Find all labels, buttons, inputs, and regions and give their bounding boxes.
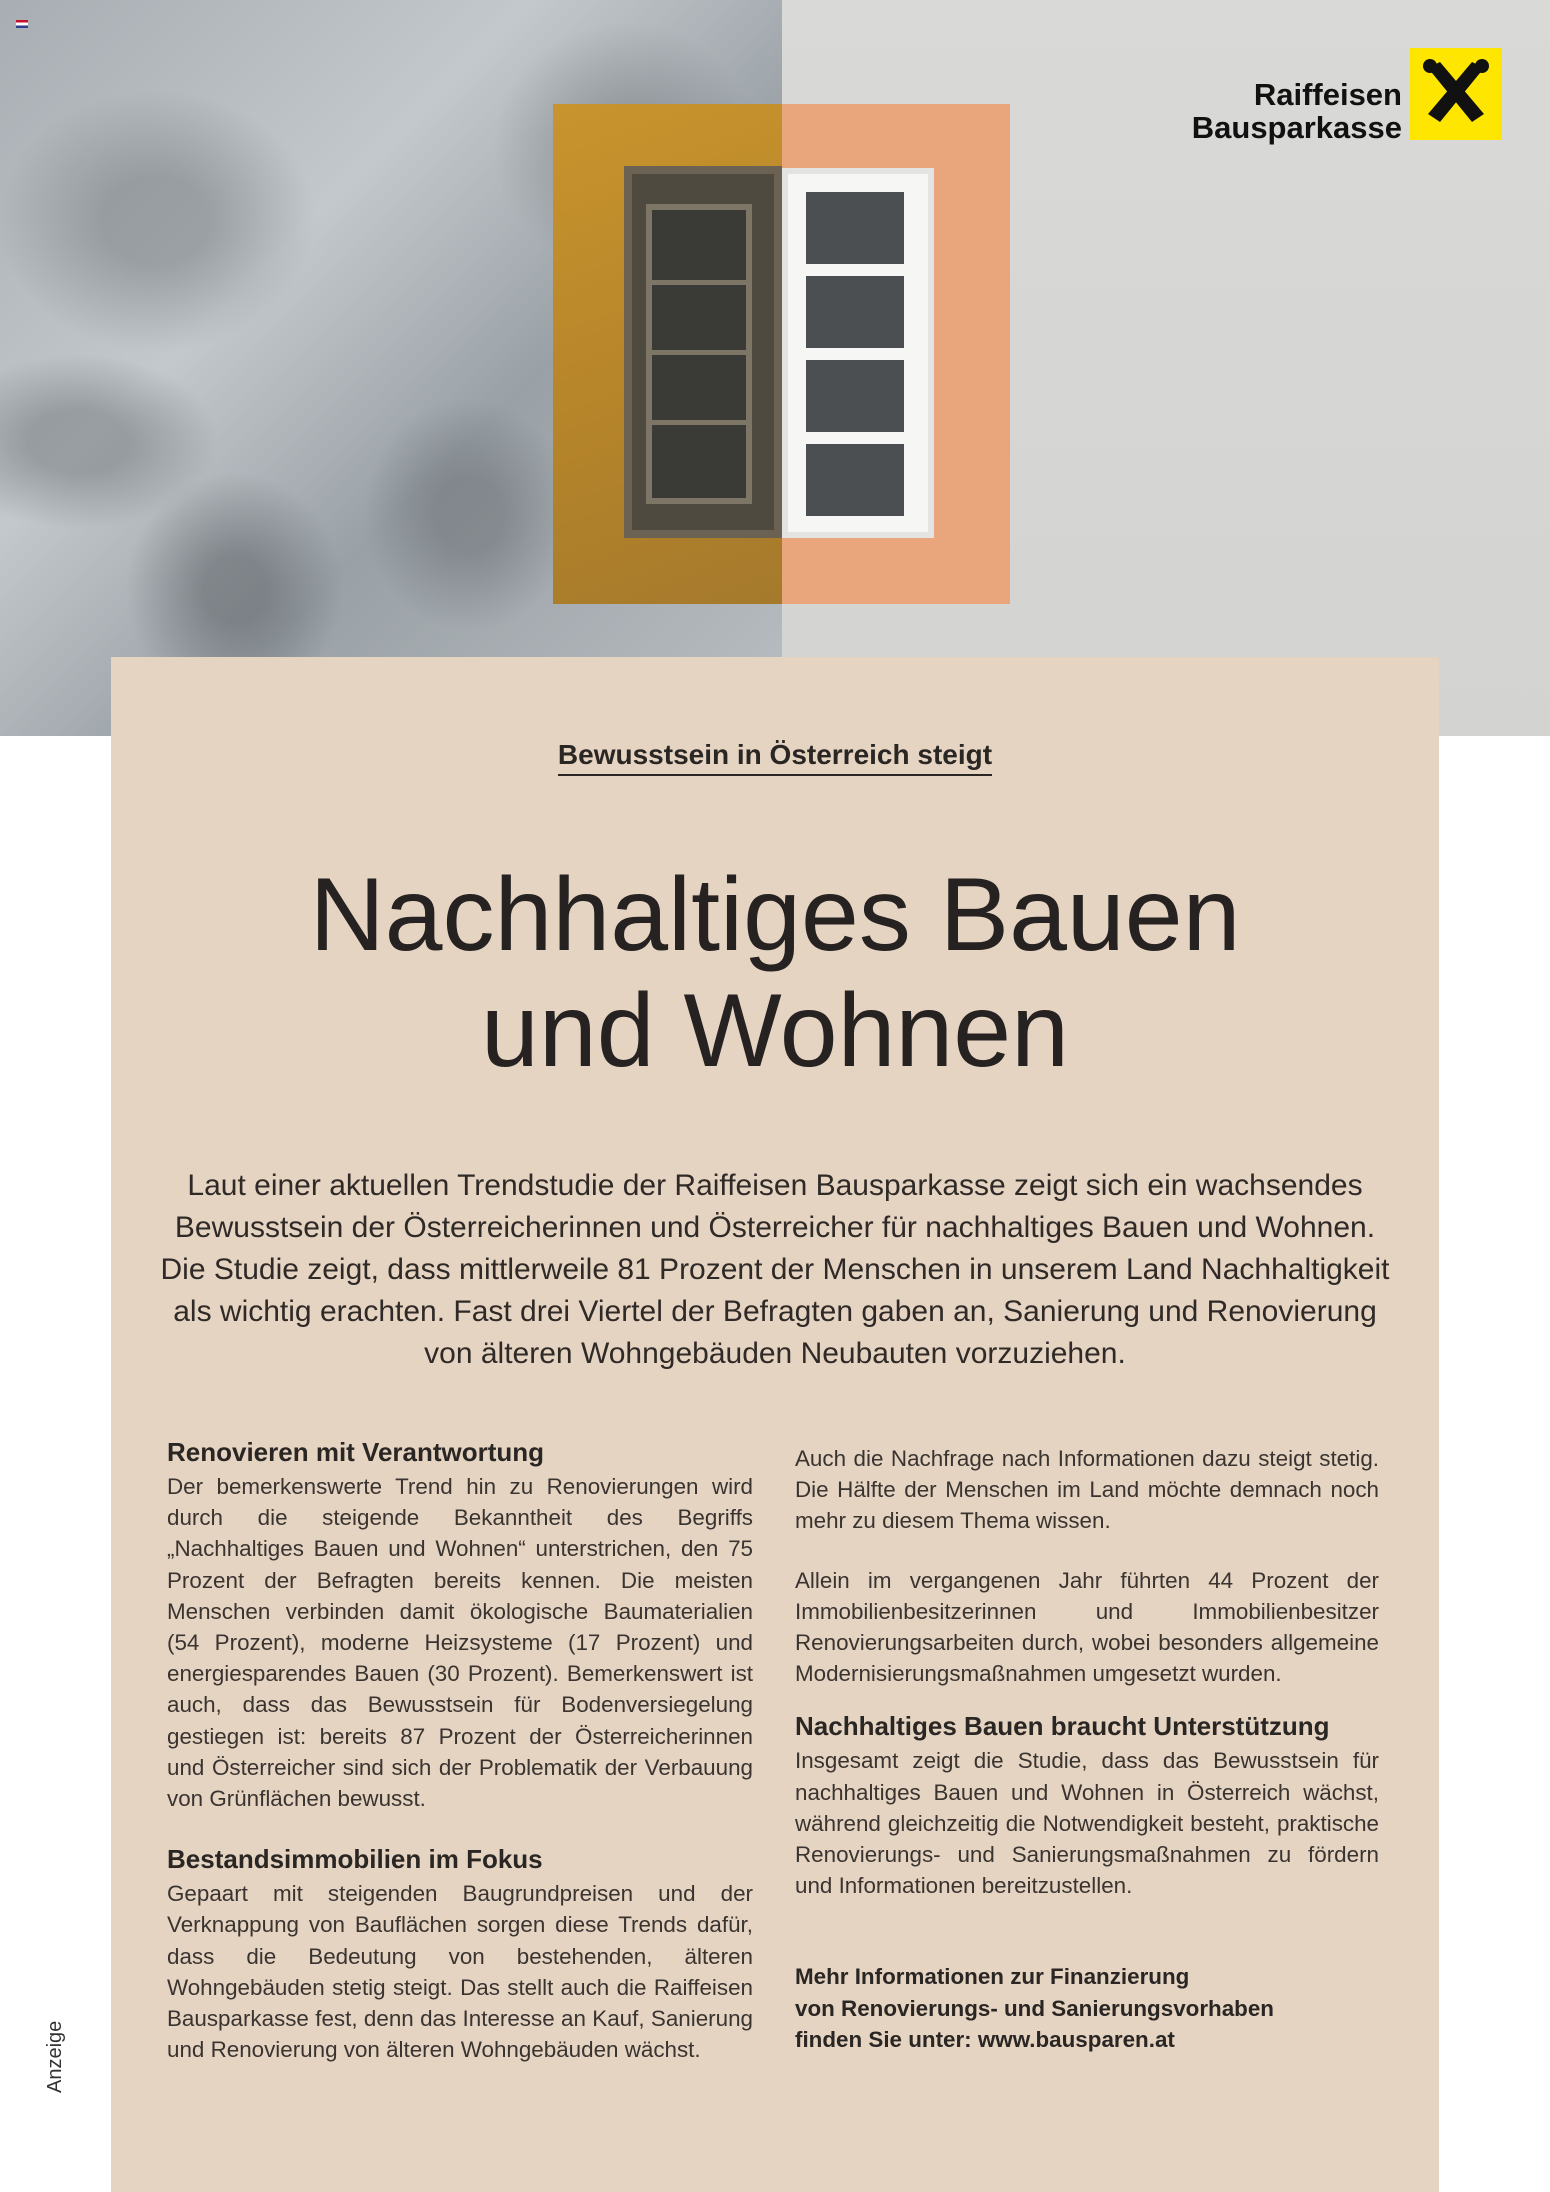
new-window [782, 168, 934, 538]
section-support-title: Nachhaltiges Bauen braucht Unterstützung [795, 1711, 1330, 1742]
headline-line1: Nachhaltiges Bauen [309, 857, 1241, 973]
cta-line1: Mehr Informationen zur Finanzierung [795, 1964, 1190, 1990]
cta-link[interactable]: finden Sie unter: www.bausparen.at [795, 2026, 1175, 2052]
cta-block [795, 1961, 1379, 2055]
section-bestand-text: Gepaart mit steigenden Baugrundpreisen und der Verknappung von Bauflächen sorgen diese Trends dafür, dass die Bedeutung von bestehenden, älteren Wohngebäuden stetig steigt. Das stellt auch die Raiffeisen Bausparkasse fest, denn das Interesse an Kauf, Sanierung und Renovierung von älteren Wohngebäuden wächst. [167, 1881, 753, 2063]
austria-flag-icon [16, 20, 28, 28]
kicker [111, 739, 1439, 771]
section-bestand-title: Bestandsimmobilien im Fokus [167, 1844, 543, 1875]
section-renovieren-text: Der bemerkenswerte Trend hin zu Renovierungen wird durch die steigende Bekanntheit des Begriffs „Nachhaltiges Bauen und Wohnen“ unterstrichen, den 75 Prozent der Befragten bereits kennen. Die meisten Menschen verbinden damit ökologische Baumaterialien (54 Prozent), moderne Heizsysteme (17 Prozent) und energiesparendes Bauen (30 Prozent). Bemerkenswert ist auch, dass das Bewusstsein für Bodenversiegelung gestiegen ist: bereits 87 Prozent der Österreicherinnen und Österreicher sind sich der Problematik der Verbauung von Grünflächen bewusst. [167, 1474, 753, 1812]
brand-name-line1: Raiffeisen [1253, 77, 1402, 112]
section-renovieren-title: Renovieren mit Verantwortung [167, 1437, 545, 1467]
brand-logo [1164, 48, 1502, 145]
article-panel [111, 657, 1439, 2192]
kicker-text: Bewusstsein in Österreich steigt [558, 739, 992, 776]
right-column [795, 1443, 1379, 2055]
right-paragraph-1: Auch die Nachfrage nach Informationen dazu steigt stetig. Die Hälfte der Menschen im Land möchte demnach noch mehr zu diesem Thema wissen. [795, 1446, 1379, 1534]
cta-line2: von Renovierungs- und Sanierungsvorhaben [795, 1995, 1274, 2021]
hero-image [0, 0, 1550, 736]
headline [111, 857, 1439, 1089]
gable-cross-icon [1410, 48, 1502, 140]
intro-paragraph: Laut einer aktuellen Trendstudie der Raiffeisen Bausparkasse zeigt sich ein wachsendes Bewusstsein der Österreicherinnen und Österreicher für nachhaltiges Bauen und Wohnen. Die Studie zeigt, dass mittlerweile 81 Prozent der Menschen in unserem Land Nachhaltigkeit als wichtig erachten. Fast drei Viertel der Befragten gaben an, Sanierung und Renovierung von älteren Wohngebäuden Neubauten vorzuziehen. [160, 1169, 1390, 1370]
right-paragraph-2: Allein im vergangenen Jahr führten 44 Prozent der Immobilienbesitzerinnen und Immobilienbesitzer Renovierungsarbeiten durch, wobei besonders allgemeine Modernisierungsmaßnahmen umgesetzt wurden. [795, 1567, 1379, 1687]
section-support-text: Insgesamt zeigt die Studie, dass das Bewusstsein für nachhaltiges Bauen und Wohnen in Österreich wächst, während gleichzeitig die Notwendigkeit besteht, praktische Renovierungs- und Sanierungsmaßnahmen zu fördern und Informationen bereitzustellen. [795, 1748, 1379, 1899]
brand-name [1192, 78, 1402, 144]
brand-name-line2: Bausparkasse [1191, 110, 1402, 145]
left-column [167, 1435, 753, 2065]
old-window [624, 166, 782, 538]
headline-line2: und Wohnen [481, 973, 1069, 1089]
ad-label: Anzeige [44, 2020, 66, 2093]
